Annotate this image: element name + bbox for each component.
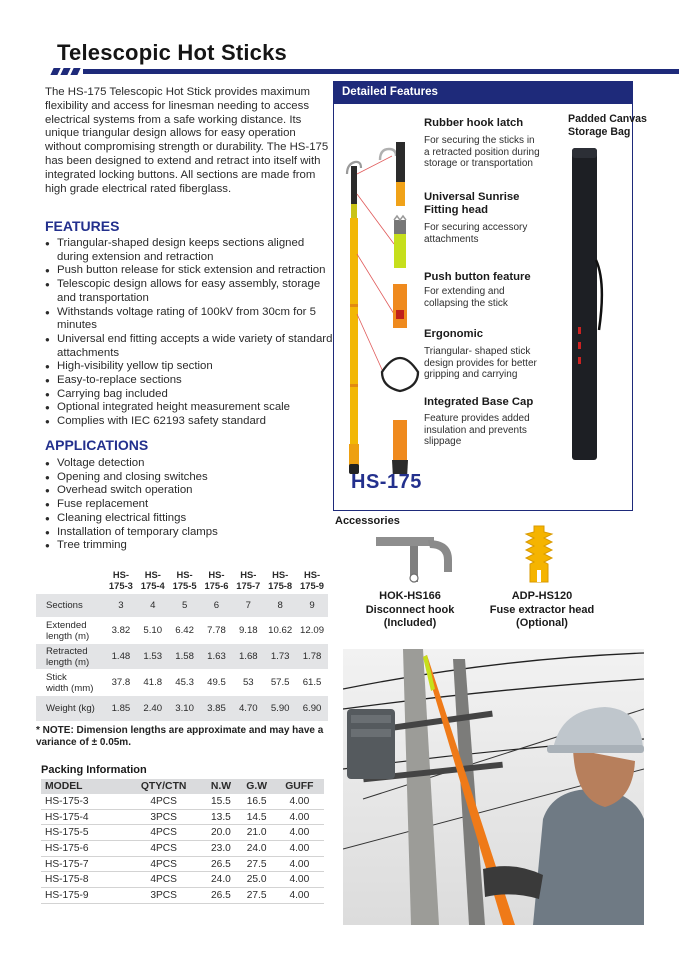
model-number: 175-8 — [268, 579, 293, 591]
table-cell: 10.62 — [268, 625, 293, 636]
fuse-extractor-icon — [524, 524, 558, 586]
table-row — [36, 644, 328, 669]
spec-model-header — [169, 567, 201, 594]
list-item: ● Triangular-shaped design keeps sections aligned during extension and retraction — [45, 237, 335, 264]
list-item: ● Universal end fitting accepts a wide variety of standard attachments — [45, 333, 335, 360]
table-row — [41, 825, 324, 841]
latch-body — [396, 182, 405, 206]
latch-section — [396, 142, 405, 182]
storage-bag-label — [568, 113, 647, 138]
desc-line: For extending and — [424, 286, 505, 297]
table-cell: 1.68 — [232, 644, 264, 669]
table-cell: 8 — [264, 594, 296, 617]
row-label — [36, 644, 105, 669]
accessories-heading: Accessories — [335, 515, 400, 527]
column-header: G.W — [239, 779, 275, 794]
desc-line: For securing the sticks in — [424, 135, 535, 146]
list-item: ● Easy-to-replace sections — [45, 374, 335, 388]
packing-heading: Packing Information — [41, 764, 147, 776]
list-item: ● Telescopic design allows for easy assembly, storage and transportation — [45, 278, 335, 305]
table-cell: 12.09 — [300, 625, 325, 636]
table-cell: 13.5 — [203, 809, 238, 825]
packing-header-row — [41, 779, 324, 794]
accessory-label — [355, 590, 465, 631]
desc-line: storage or transportation — [424, 158, 533, 169]
accessory-code: ADP-HS120 — [511, 590, 573, 602]
applications-heading: APPLICATIONS — [45, 437, 149, 453]
table-row — [41, 872, 324, 888]
spec-model-header — [264, 567, 296, 594]
accessory-status: (Optional) — [516, 617, 568, 629]
model-number: 175-7 — [236, 579, 261, 591]
table-row — [41, 856, 324, 872]
table-cell: HS-175-6 — [41, 841, 124, 857]
table-cell: 3 — [105, 594, 137, 617]
model-number: 175-6 — [204, 579, 229, 591]
table-cell: 4PCS — [124, 825, 203, 841]
model-number: 175-4 — [140, 579, 165, 591]
column-header: QTY/CTN — [124, 779, 203, 794]
table-cell: 15.5 — [203, 794, 238, 809]
table-cell: 1.48 — [105, 644, 137, 669]
table-cell: 45.3 — [175, 677, 194, 688]
table-cell: HS-175-8 — [41, 872, 124, 888]
triangle-profile-icon — [382, 358, 418, 391]
callout-line — [357, 314, 384, 374]
title-line: Universal Sunrise — [424, 191, 520, 203]
transformer-rib — [351, 715, 391, 723]
title-line: Fitting head — [424, 204, 489, 216]
model-prefix: HS- — [208, 569, 225, 580]
table-row — [36, 617, 328, 644]
desc-line: a retracted position during — [424, 146, 540, 158]
table-row — [41, 794, 324, 809]
hard-hat-brim — [547, 745, 644, 753]
table-cell: 7.78 — [207, 625, 226, 636]
column-header: N.W — [203, 779, 238, 794]
table-cell: 3.85 — [201, 696, 233, 721]
bag-body — [572, 148, 597, 460]
table-row — [36, 696, 328, 721]
table-cell: 25.0 — [239, 872, 275, 888]
table-cell: 6.42 — [175, 625, 194, 636]
disconnect-hook-icon — [372, 532, 456, 584]
table-cell: HS-175-3 — [41, 794, 124, 809]
list-item: ● Opening and closing switches — [45, 471, 335, 485]
model-number: 175-9 — [300, 579, 325, 591]
table-row — [41, 809, 324, 825]
table-cell: 41.8 — [143, 677, 163, 688]
spec-model-header — [137, 567, 169, 594]
table-cell: 4.00 — [275, 809, 324, 825]
table-cell: 27.5 — [239, 856, 275, 872]
row-label: Weight (kg) — [36, 696, 105, 721]
table-cell: HS-175-9 — [41, 888, 124, 904]
accessory-code: HOK-HS166 — [379, 590, 441, 602]
feature-description — [424, 286, 508, 309]
table-cell: 1.85 — [105, 696, 137, 721]
desc-line: insulation and prevents — [424, 424, 527, 436]
table-cell: 61.5 — [302, 677, 322, 688]
feature-title: Rubber hook latch — [424, 117, 524, 129]
desc-line: collapsing the stick — [424, 297, 508, 309]
stick-joint — [350, 304, 358, 307]
table-cell: 1.58 — [169, 644, 201, 669]
table-cell: 3.10 — [169, 696, 201, 721]
table-cell: 20.0 — [203, 825, 238, 841]
hook-bar — [376, 537, 434, 546]
table-cell: 57.5 — [270, 677, 290, 688]
model-prefix: HS- — [303, 569, 321, 580]
push-button-icon — [396, 310, 404, 319]
row-label-line: length (m) — [46, 630, 90, 642]
desc-line: gripping and carrying — [424, 369, 518, 380]
stick-tip-section — [351, 166, 357, 206]
intro-paragraph: The HS-175 Telescopic Hot Stick provides maximum flexibility and access for linesman needing to access electrical systems from a safe working distance. Its unique triangular design allows for easy operation without compromising strength or durability. The HS-175 has been designed to extend and retract into itself with integrated locking buttons. All sections are made from high grade electrical rated fiberglass. — [45, 86, 329, 195]
fitting-shaft — [394, 234, 406, 268]
panel-header — [334, 82, 632, 104]
label-line: Padded Canvas — [568, 113, 647, 125]
list-item: ● Push button release for stick extension and retraction — [45, 264, 335, 278]
base-section — [393, 420, 407, 462]
table-cell: HS-175-7 — [41, 856, 124, 872]
feature-title — [424, 191, 519, 217]
column-header: MODEL — [41, 779, 124, 794]
table-cell: HS-175-5 — [41, 825, 124, 841]
row-label — [36, 669, 105, 696]
table-cell: 4 — [137, 594, 169, 617]
model-prefix: HS- — [272, 569, 289, 580]
column-header: GUFF — [275, 779, 324, 794]
table-cell: 3PCS — [124, 888, 203, 904]
list-item: ● Overhead switch operation — [45, 484, 335, 498]
table-cell: 53 — [242, 677, 254, 688]
row-label: Sections — [36, 594, 105, 617]
table-cell: 9 — [296, 594, 328, 617]
table-cell: 1.63 — [201, 644, 233, 669]
spec-model-header — [232, 567, 264, 594]
transformer-rib — [351, 729, 391, 737]
table-cell: 1.53 — [137, 644, 169, 669]
table-cell: 5 — [169, 594, 201, 617]
list-item: ● Installation of temporary clamps — [45, 526, 335, 540]
table-cell: 1.78 — [296, 644, 328, 669]
callout-line — [357, 194, 394, 244]
desc-line: Triangular- shaped stick — [424, 346, 531, 357]
desc-line: design provides for better — [424, 357, 537, 369]
stick-tip-band — [351, 204, 357, 220]
table-cell: 1.73 — [264, 644, 296, 669]
table-cell: 16.5 — [239, 794, 275, 809]
row-label-line: Stick — [46, 671, 67, 683]
accessory-name: Fuse extractor head — [489, 603, 595, 616]
table-row — [41, 888, 324, 904]
table-cell: 26.5 — [203, 856, 238, 872]
list-item: ● Cleaning electrical fittings — [45, 512, 335, 526]
table-cell: 26.5 — [203, 888, 238, 904]
detailed-features-panel — [333, 81, 633, 511]
spec-model-header — [296, 567, 328, 594]
table-cell: 7 — [232, 594, 264, 617]
worker-body — [533, 789, 644, 925]
list-item: ● Carrying bag included — [45, 388, 335, 402]
features-list — [45, 237, 335, 429]
table-cell: 4.70 — [232, 696, 264, 721]
push-button-section — [393, 284, 407, 328]
table-cell: 4.00 — [275, 856, 324, 872]
table-cell: 49.5 — [207, 677, 226, 688]
bag-logo-mark — [578, 342, 581, 349]
list-item: ● Withstands voltage rating of 100kV from 30cm for 5 minutes — [45, 306, 335, 333]
storage-bag-illustration — [566, 142, 606, 467]
table-cell: 4.00 — [275, 872, 324, 888]
model-name: HS-175 — [351, 471, 422, 493]
model-number: 175-5 — [172, 579, 197, 591]
list-item: ● High-visibility yellow tip section — [45, 360, 335, 374]
list-item: ● Tree trimming — [45, 539, 335, 553]
table-cell: 27.5 — [239, 888, 275, 904]
feature-title: Integrated Base Cap — [424, 396, 534, 408]
list-item: ● Complies with IEC 62193 safety standard — [45, 415, 335, 429]
hook-eye — [410, 574, 418, 582]
model-prefix: HS- — [144, 569, 161, 580]
table-cell: 9.18 — [238, 625, 258, 636]
bag-logo-mark — [578, 327, 581, 334]
table-row — [36, 669, 328, 696]
spec-model-header — [201, 567, 233, 594]
panel-title: Detailed Features — [342, 86, 438, 98]
row-label-line: length (m) — [46, 656, 90, 668]
spec-corner — [36, 567, 105, 594]
packing-table — [41, 779, 324, 904]
bag-logo-mark — [578, 357, 581, 364]
callout-line — [357, 254, 394, 314]
title-rule — [48, 68, 679, 76]
feature-description — [424, 413, 530, 448]
table-cell: 4PCS — [124, 872, 203, 888]
list-item: ● Optional integrated height measurement scale — [45, 401, 335, 415]
table-cell: 23.0 — [203, 841, 238, 857]
table-cell: 4PCS — [124, 794, 203, 809]
bag-top — [572, 148, 597, 158]
table-cell: 24.0 — [239, 841, 275, 857]
list-item: ● Fuse replacement — [45, 498, 335, 512]
callout-line — [357, 156, 392, 174]
table-cell: 4.00 — [275, 794, 324, 809]
model-prefix: HS- — [240, 569, 257, 580]
row-label — [36, 617, 105, 644]
model-prefix: HS- — [176, 569, 193, 580]
feature-description — [424, 222, 527, 245]
row-label-line: Retracted — [46, 645, 88, 657]
feature-title: Ergonomic — [424, 328, 483, 340]
accessory-status: (Included) — [383, 617, 437, 629]
table-cell: 3PCS — [124, 809, 203, 825]
lineman-photo — [343, 649, 644, 925]
table-cell: 14.5 — [239, 809, 275, 825]
table-cell: 21.0 — [239, 825, 275, 841]
table-cell: 4.00 — [275, 888, 324, 904]
table-cell: 4PCS — [124, 856, 203, 872]
hook-curve — [428, 540, 452, 572]
table-cell: 5.90 — [264, 696, 296, 721]
table-row — [41, 841, 324, 857]
desc-line: attachments — [424, 233, 479, 245]
row-label-line: Extended — [46, 619, 87, 631]
table-cell: 4.00 — [275, 841, 324, 857]
spec-header-row — [36, 567, 328, 594]
table-cell: 24.0 — [203, 872, 238, 888]
list-item: ● Voltage detection — [45, 457, 335, 471]
table-row — [36, 594, 328, 617]
label-line: Storage Bag — [568, 125, 631, 138]
fitting-teeth — [394, 216, 406, 220]
table-cell: 2.40 — [137, 696, 169, 721]
feature-description — [424, 135, 540, 170]
row-label-line: width (mm) — [46, 682, 94, 694]
accessory-label — [482, 590, 602, 631]
table-cell: HS-175-4 — [41, 809, 124, 825]
desc-line: Feature provides added — [424, 413, 530, 424]
model-prefix: HS- — [112, 569, 129, 580]
dimension-note: * NOTE: Dimension lengths are approximate and may have a variance of ± 0.05m. — [36, 725, 324, 748]
table-cell: 6.90 — [296, 696, 328, 721]
table-cell: 4.00 — [275, 825, 324, 841]
table-cell: 4PCS — [124, 841, 203, 857]
feature-title: Push button feature — [424, 271, 531, 283]
page-title: Telescopic Hot Sticks — [57, 40, 287, 65]
stick-joint — [350, 384, 358, 387]
sunrise-fitting-icon — [394, 220, 406, 234]
table-cell: 37.8 — [111, 677, 131, 688]
feature-description — [424, 346, 537, 381]
table-cell: 6 — [201, 594, 233, 617]
desc-line: For securing accessory — [424, 222, 528, 233]
extractor-slot — [537, 570, 541, 582]
table-cell: 5.10 — [143, 625, 163, 636]
model-number: 175-3 — [108, 579, 133, 591]
table-cell: 3.82 — [111, 625, 131, 636]
features-heading: FEATURES — [45, 218, 120, 234]
spec-model-header — [105, 567, 137, 594]
stick-body — [350, 218, 358, 474]
desc-line: slippage — [424, 436, 462, 447]
spec-table — [36, 567, 328, 721]
applications-list — [45, 457, 335, 553]
accessory-name: Disconnect hook — [365, 603, 455, 616]
